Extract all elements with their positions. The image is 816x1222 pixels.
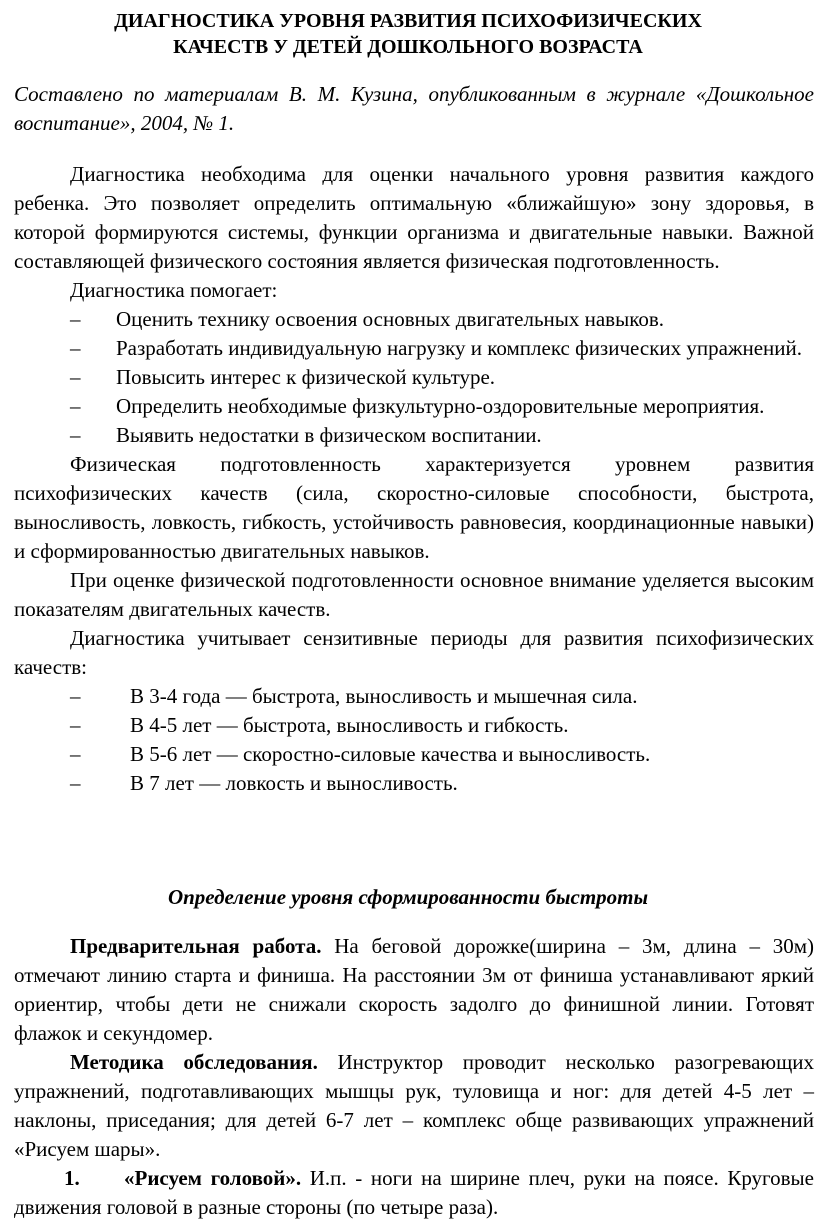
title-line-1: ДИАГНОСТИКА УРОВНЯ РАЗВИТИЯ ПСИХОФИЗИЧЕСКИХ <box>114 10 702 32</box>
dash-marker: – <box>70 394 81 418</box>
method-section <box>14 932 814 1222</box>
period-item: – В 4-5 лет — быстрота, выносливость и гибкость. <box>14 711 814 740</box>
period-item: – В 7 лет — ловкость и выносливость. <box>14 769 814 798</box>
list-item: – Определить необходимые физкультурно-оздоровительные мероприятия. <box>14 392 814 421</box>
period-item: – В 5-6 лет — скоростно-силовые качества и выносливость. <box>14 740 814 769</box>
helps-lead: Диагностика помогает: <box>70 278 278 302</box>
exercise-text: И.п. - ноги на ширине плеч, руки на поясе. Круговые движения головой в разные стороны (по четыре раза). <box>14 1166 814 1219</box>
intro-paragraph: Диагностика необходима для оценки начального уровня развития каждого ребенка. Это позволяет определить оптимальную «ближайшую» зону здоровья, в которой формируются системы, функции организма и двигательные навыки. Важной составляющей физического состояния является физическая подготовленность. <box>14 162 814 273</box>
section-subheading: Определение уровня сформированности быстроты <box>167 885 649 909</box>
list-item: – Разработать индивидуальную нагрузку и комплекс физических упражнений. <box>14 334 814 363</box>
source-note: Составлено по материалам В. М. Кузина, опубликованным в журнале «Дошкольное воспитание», 2004, № 1. <box>14 82 814 135</box>
dash-marker: – <box>70 365 81 389</box>
dash-marker: – <box>70 423 81 447</box>
exercise-number: 1. <box>64 1166 80 1190</box>
prep-label: Предварительная работа. <box>70 934 322 958</box>
prep-text: На беговой дорожке(ширина – 3м, длина – 30м) отмечают линию старта и финиша. На расстоянии 3м от финиша устанавливают яркий ориентир, чтобы дети не снижали скорость задолго до финишной линии. Готовят флажок и секундомер. <box>14 934 815 1045</box>
dash-marker: – <box>70 336 81 360</box>
list-item: – Повысить интерес к физической культуре. <box>14 363 814 392</box>
main-body <box>14 160 814 798</box>
dash-marker: – <box>70 307 81 331</box>
dash-marker: – <box>70 684 81 708</box>
method-paragraph <box>14 1048 814 1164</box>
method-text: Инструктор проводит несколько разогревающих упражнений, подготавливающих мышцы рук, туловища и ног: для детей 4-5 лет – наклоны, приседания; для детей 6-7 лет – комплекс обще развивающих упражнений «Рисуем шары». <box>14 1050 815 1161</box>
periods-lead: Диагностика учитывает сензитивные периоды для развития психофизических качеств: <box>14 626 814 679</box>
dash-marker: – <box>70 742 81 766</box>
prep-paragraph <box>14 932 814 1048</box>
period-item: – В 3-4 года — быстрота, выносливость и мышечная сила. <box>14 682 814 711</box>
list-item: – Выявить недостатки в физическом воспитании. <box>14 421 814 450</box>
fitness-paragraph: Физическая подготовленность характеризуется уровнем развития психофизических качеств (сила, скоростно-силовые способности, быстрота, выносливость, ловкость, гибкость, устойчивость равновесия, координационные навыки) и сформированностью двигательных навыков. <box>14 452 814 563</box>
dash-marker: – <box>70 713 81 737</box>
title-line-2: КАЧЕСТВ У ДЕТЕЙ ДОШКОЛЬНОГО ВОЗРАСТА <box>173 36 643 58</box>
exercise-item <box>14 1164 814 1222</box>
method-label: Методика обследования. <box>70 1050 318 1074</box>
exercise-label: «Рисуем головой». <box>124 1166 302 1190</box>
dash-marker: – <box>70 771 81 795</box>
assessment-paragraph: При оценке физической подготовленности основное внимание уделяется высоким показателям двигательных качеств. <box>14 568 814 621</box>
list-item: – Оценить технику освоения основных двигательных навыков. <box>14 305 814 334</box>
